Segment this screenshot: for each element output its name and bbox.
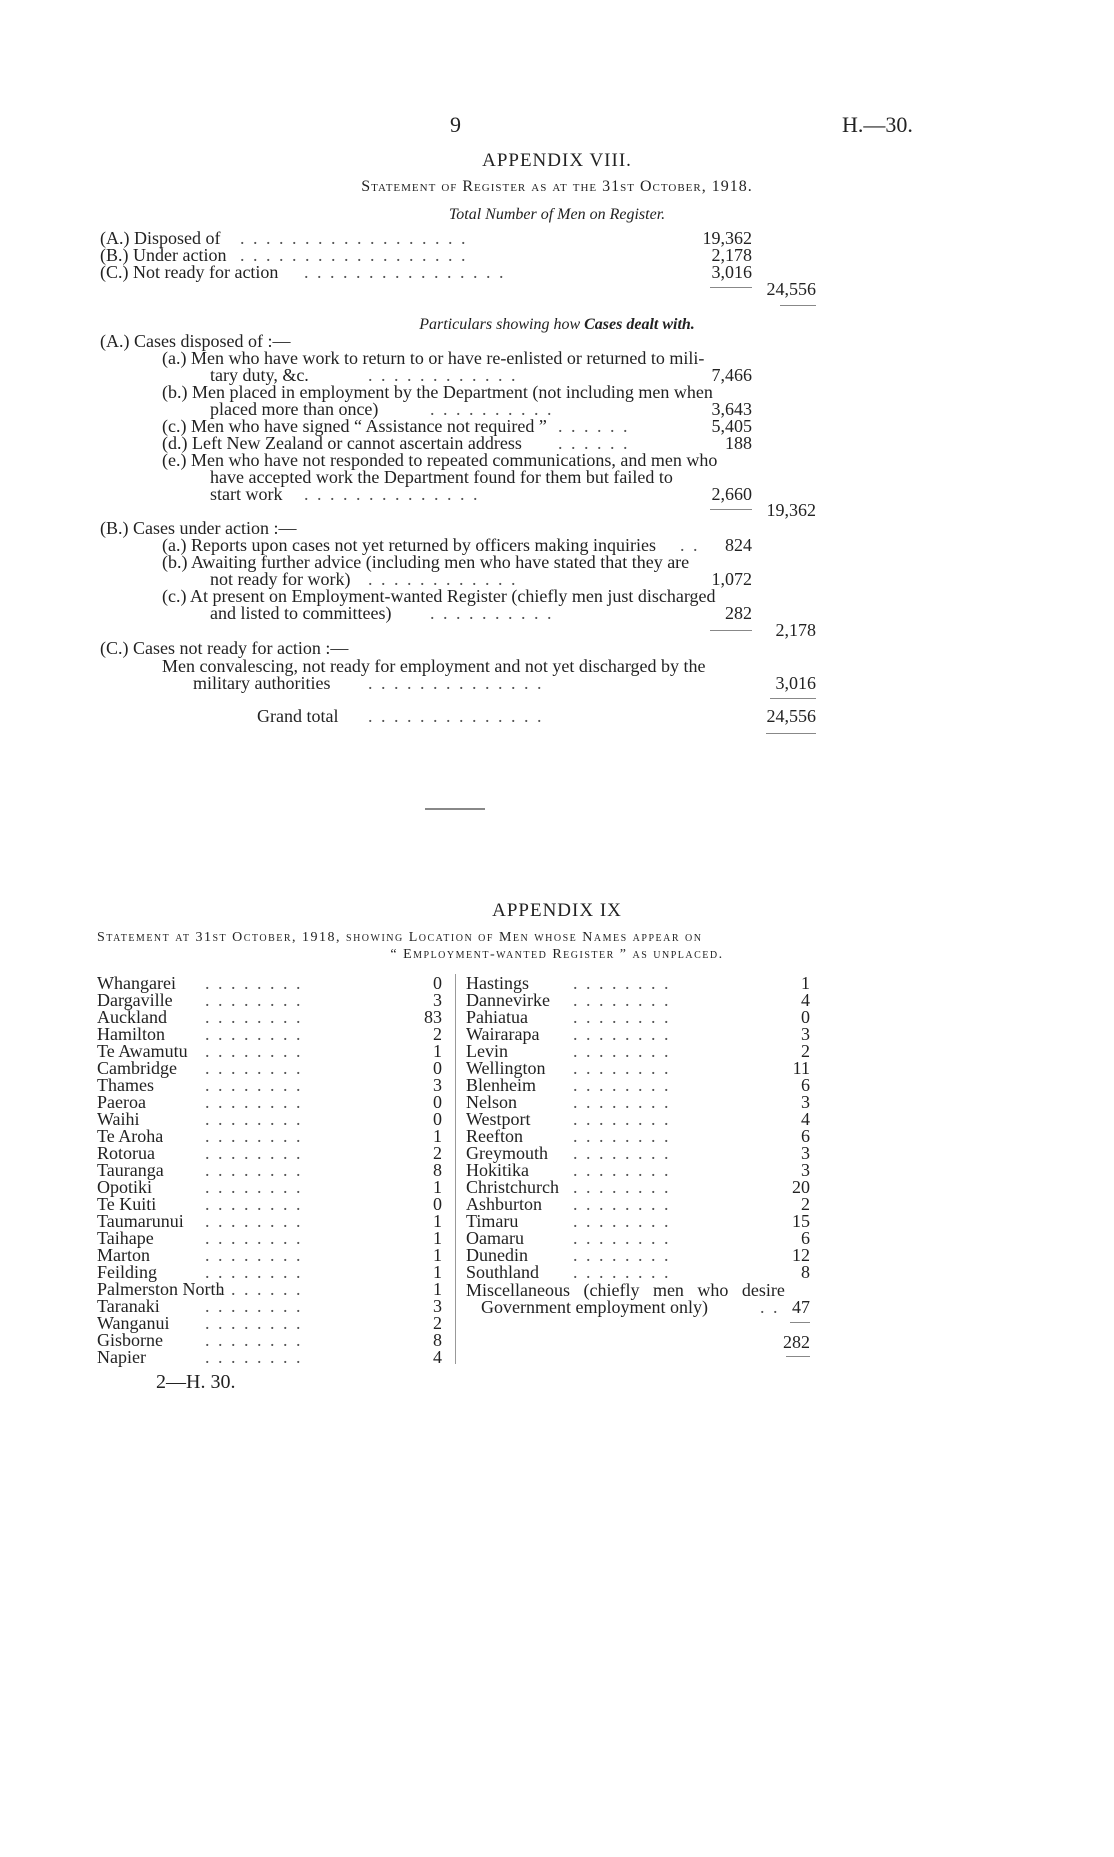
location-count: 8 — [433, 1160, 442, 1180]
leader-dots: . . . . . . . . — [573, 1262, 671, 1282]
item-e-value: 2,660 — [711, 484, 752, 504]
leader-dots: . . . . . . . . — [573, 973, 671, 993]
location-count: 6 — [801, 1126, 810, 1146]
location-name: Hokitika — [466, 1160, 529, 1180]
location-count: 2 — [801, 1041, 810, 1061]
leader-dots: . . . . . . . . . . . . . . — [368, 706, 544, 726]
location-count: 6 — [801, 1075, 810, 1095]
location-name: Westport — [466, 1109, 531, 1129]
location-name: Taihape — [97, 1228, 154, 1248]
leader-dots: . . . . . . . . . . . . . . . . . . — [240, 228, 468, 248]
total-heading: Total Number of Men on Register. — [448, 206, 666, 223]
leader-dots: . . . . . . . . — [573, 1228, 671, 1248]
leader-dots: . . . . . . . . — [573, 1160, 671, 1180]
location-count: 1 — [433, 1211, 442, 1231]
leader-dots: . . . . . . . . — [205, 1211, 303, 1231]
column-divider — [455, 974, 456, 1364]
location-count: 0 — [433, 973, 442, 993]
summary-label: (A.) Disposed of — [100, 228, 221, 248]
grand-total-rule — [770, 698, 816, 699]
leader-dots: . . . . . . . . — [573, 1058, 671, 1078]
location-count: 11 — [792, 1058, 810, 1078]
item-e-line: start work — [210, 484, 283, 504]
leader-dots: . . . . . . . . — [205, 1262, 303, 1282]
location-name: Wairarapa — [466, 1024, 540, 1044]
location-count: 1 — [433, 1177, 442, 1197]
leader-dots: . . . . . . . . — [205, 1330, 303, 1350]
item-b-value: 1,072 — [711, 569, 752, 589]
item-c-value: 5,405 — [711, 416, 752, 436]
item-a-line: (a.) Reports upon cases not yet returned by officers making inquiries — [162, 535, 657, 555]
location-name: Dargaville — [97, 990, 173, 1010]
item-a-line: (a.) Men who have work to return to or have re-enlisted or returned to mili- — [162, 348, 705, 368]
leader-dots: . . . . . . . . — [573, 1245, 671, 1265]
summary-label: (B.) Under action — [100, 245, 227, 265]
location-name: Reefton — [466, 1126, 523, 1146]
item-b-line: (b.) Awaiting further advice (including men who have stated that they are — [162, 552, 690, 572]
location-count: 3 — [801, 1092, 810, 1112]
section-a-total: 19,362 — [766, 500, 816, 520]
leader-dots: . . . . . . . . — [205, 1126, 303, 1146]
location-count: 1 — [433, 1126, 442, 1146]
location-name: Taranaki — [97, 1296, 160, 1316]
section-b-heading: (B.) Cases under action :— — [100, 518, 297, 538]
location-name: Gisborne — [97, 1330, 163, 1350]
location-count: 3 — [801, 1160, 810, 1180]
miscellaneous-line: Miscellaneous (chiefly men who desire — [466, 1280, 785, 1300]
location-name: Feilding — [97, 1262, 158, 1282]
location-count: 1 — [433, 1262, 442, 1282]
appendix-9-subtitle: “ Employment-wanted Register ” as unplaced. — [390, 947, 724, 962]
page-number: 9 — [450, 112, 461, 137]
leader-dots: . . . . . . . . — [205, 1245, 303, 1265]
location-count: 3 — [433, 1075, 442, 1095]
location-count: 3 — [801, 1143, 810, 1163]
location-name: Marton — [97, 1245, 150, 1265]
location-count: 12 — [792, 1245, 810, 1265]
location-name: Thames — [97, 1075, 154, 1095]
location-count: 8 — [433, 1330, 442, 1350]
location-count: 8 — [801, 1262, 810, 1282]
location-name: Whangarei — [97, 973, 176, 993]
item-b-line: placed more than once) — [210, 399, 379, 419]
location-name: Ashburton — [466, 1194, 542, 1214]
total-underline — [786, 1356, 810, 1357]
leader-dots: . . . . . . . . — [205, 1007, 303, 1027]
location-name: Paeroa — [97, 1092, 146, 1112]
particulars-heading-text: Particulars showing how — [419, 316, 585, 333]
item-a-line: tary duty, &c. — [210, 365, 309, 385]
location-name: Pahiatua — [466, 1007, 528, 1027]
location-name: Rotorua — [97, 1143, 155, 1163]
location-count: 1 — [801, 973, 810, 993]
appendix-9-subtitle: Statement at 31st October, 1918, showing Location of Men whose Names appear on — [97, 930, 703, 945]
location-count: 1 — [433, 1041, 442, 1061]
location-count: 0 — [433, 1058, 442, 1078]
item-e-line: (e.) Men who have not responded to repeated communications, and men who — [162, 450, 718, 470]
leader-dots: . . . . . . . . — [573, 1007, 671, 1027]
leader-dots: . . — [760, 1297, 780, 1317]
leader-dots: . . . . . . . . . . . . . . — [368, 673, 544, 693]
location-name: Timaru — [466, 1211, 519, 1231]
leader-dots: . . . . . . . . — [205, 1347, 303, 1367]
leader-dots: . . . . . . . . — [205, 1109, 303, 1129]
leader-dots: . . . . . . . . . . . . — [368, 569, 518, 589]
document-reference: H.—30. — [842, 112, 913, 137]
location-name: Levin — [466, 1041, 508, 1061]
leader-dots: . . . . . . . . . . . . . . . . — [304, 262, 506, 282]
leader-dots: . . . . . . . . — [205, 1313, 303, 1333]
leader-dots: . . . . . . . . — [573, 1177, 671, 1197]
location-name: Hastings — [466, 973, 529, 993]
location-name: Southland — [466, 1262, 540, 1282]
location-count: 2 — [433, 1143, 442, 1163]
location-count: 20 — [792, 1177, 810, 1197]
leader-dots: . . . . . . . . — [205, 990, 303, 1010]
location-count: 0 — [801, 1007, 810, 1027]
item-c-line: (c.) Men who have signed “ Assistance not required ” — [162, 416, 547, 436]
location-name: Hamilton — [97, 1024, 165, 1044]
section-divider — [425, 808, 485, 810]
location-name: Christchurch — [466, 1177, 559, 1197]
section-c-line: Men convalescing, not ready for employment and not yet discharged by the — [162, 656, 706, 676]
leader-dots: . . . . . . . . — [205, 1024, 303, 1044]
location-count: 4 — [801, 990, 810, 1010]
leader-dots: . . . . . . . . — [205, 1279, 303, 1299]
location-count: 0 — [433, 1194, 442, 1214]
total-rule — [780, 305, 816, 306]
total-rule — [790, 1322, 810, 1323]
section-c-heading: (C.) Cases not ready for action :— — [100, 638, 349, 658]
location-total: 282 — [783, 1332, 810, 1352]
leader-dots: . . . . . . . . — [573, 1126, 671, 1146]
location-name: Blenheim — [466, 1075, 536, 1095]
location-count: 1 — [433, 1228, 442, 1248]
leader-dots: . . . . . . . . — [573, 1194, 671, 1214]
item-e-line: have accepted work the Department found for them but failed to — [210, 467, 673, 487]
location-name: Greymouth — [466, 1143, 548, 1163]
location-count: 2 — [433, 1313, 442, 1333]
location-count: 0 — [433, 1092, 442, 1112]
location-name: Te Kuiti — [97, 1194, 157, 1214]
leader-dots: . . . . . . . . — [205, 973, 303, 993]
location-name: Waihi — [97, 1109, 140, 1129]
summary-value: 19,362 — [702, 228, 752, 248]
location-name: Nelson — [466, 1092, 517, 1112]
leader-dots: . . . . . . . . — [573, 1075, 671, 1095]
leader-dots: . . . . . . . . — [205, 1177, 303, 1197]
location-name: Cambridge — [97, 1058, 177, 1078]
particulars-heading-bold: Cases dealt with. — [584, 316, 695, 333]
miscellaneous-line: Government employment only) — [481, 1297, 708, 1317]
location-name: Dannevirke — [466, 990, 550, 1010]
leader-dots: . . . . . . — [558, 416, 630, 436]
miscellaneous-count: 47 — [792, 1297, 810, 1317]
section-c-line: military authorities — [193, 673, 331, 693]
leader-dots: . . . . . . — [558, 433, 630, 453]
leader-dots: . . . . . . . . — [205, 1228, 303, 1248]
item-d-line: (d.) Left New Zealand or cannot ascertain address — [162, 433, 522, 453]
location-name: Napier — [97, 1347, 146, 1367]
item-b-value: 3,643 — [711, 399, 752, 419]
item-c-value: 282 — [725, 603, 752, 623]
location-count: 3 — [801, 1024, 810, 1044]
item-a-value: 824 — [725, 535, 752, 555]
location-count: 1 — [433, 1245, 442, 1265]
leader-dots: . . . . . . . . — [205, 1296, 303, 1316]
item-b-line: not ready for work) — [210, 569, 351, 589]
summary-value: 2,178 — [711, 245, 752, 265]
item-c-line: and listed to committees) — [210, 603, 392, 623]
leader-dots: . . . . . . . . — [573, 1041, 671, 1061]
location-name: Oamaru — [466, 1228, 524, 1248]
grand-total-label: Grand total — [257, 706, 339, 726]
leader-dots: . . . . . . . . — [573, 1109, 671, 1129]
leader-dots: . . . . . . . . — [205, 1194, 303, 1214]
location-name: Tauranga — [97, 1160, 164, 1180]
grand-total-value: 24,556 — [766, 706, 816, 726]
leader-dots: . . . . . . . . — [205, 1143, 303, 1163]
location-name: Auckland — [97, 1007, 167, 1027]
location-name: Te Aroha — [97, 1126, 164, 1146]
location-count: 4 — [433, 1347, 442, 1367]
location-count: 6 — [801, 1228, 810, 1248]
location-name: Opotiki — [97, 1177, 153, 1197]
leader-dots: . . . . . . . . — [573, 1092, 671, 1112]
location-name: Palmerston North — [97, 1279, 225, 1299]
location-name: Te Awamutu — [97, 1041, 188, 1061]
location-count: 3 — [433, 1296, 442, 1316]
leader-dots: . . . . . . . . . . — [430, 603, 554, 623]
item-d-value: 188 — [725, 433, 752, 453]
appendix-8-subtitle: Statement of Register as at the 31st October, 1918. — [361, 178, 753, 195]
leader-dots: . . . . . . . . — [205, 1160, 303, 1180]
location-count: 2 — [433, 1024, 442, 1044]
leader-dots: . . . . . . . . — [205, 1041, 303, 1061]
section-b-total: 2,178 — [775, 620, 816, 640]
grand-total-underline — [766, 733, 816, 734]
summary-label: (C.) Not ready for action — [100, 262, 279, 282]
summary-total: 24,556 — [766, 279, 816, 299]
leader-dots: . . . . . . . . . . . . — [368, 365, 518, 385]
item-a-value: 7,466 — [711, 365, 752, 385]
leader-dots: . . . . . . . . — [573, 1143, 671, 1163]
leader-dots: . . — [680, 535, 700, 555]
location-count: 0 — [433, 1109, 442, 1129]
leader-dots: . . . . . . . . — [205, 1058, 303, 1078]
leader-dots: . . . . . . . . — [205, 1075, 303, 1095]
location-count: 83 — [424, 1007, 442, 1027]
signature-mark: 2—H. 30. — [156, 1371, 236, 1393]
summary-row — [100, 262, 278, 282]
appendix-8-title: APPENDIX VIII. — [482, 150, 632, 171]
leader-dots: . . . . . . . . — [573, 1024, 671, 1044]
item-b-line: (b.) Men placed in employment by the Department (not including men when — [162, 382, 713, 402]
location-name: Wanganui — [97, 1313, 170, 1333]
location-count: 3 — [433, 990, 442, 1010]
summary-value: 3,016 — [711, 262, 752, 282]
section-a-heading: (A.) Cases disposed of :— — [100, 331, 291, 351]
location-name: Taumarunui — [97, 1211, 184, 1231]
leader-dots: . . . . . . . . — [573, 1211, 671, 1231]
leader-dots: . . . . . . . . — [573, 990, 671, 1010]
location-count: 15 — [792, 1211, 810, 1231]
location-count: 1 — [433, 1279, 442, 1299]
item-c-line: (c.) At present on Employment-wanted Register (chiefly men just discharged — [162, 586, 716, 606]
location-name: Wellington — [466, 1058, 546, 1078]
leader-dots: . . . . . . . . . . . . . . — [304, 484, 480, 504]
location-count: 4 — [801, 1109, 810, 1129]
leader-dots: . . . . . . . . . . . . . . . . . . — [240, 245, 468, 265]
location-count: 2 — [801, 1194, 810, 1214]
appendix-9-title: APPENDIX IX — [492, 900, 622, 921]
leader-dots: . . . . . . . . — [205, 1092, 303, 1112]
section-c-total: 3,016 — [775, 673, 816, 693]
location-name: Dunedin — [466, 1245, 528, 1265]
leader-dots: . . . . . . . . . . — [430, 399, 554, 419]
